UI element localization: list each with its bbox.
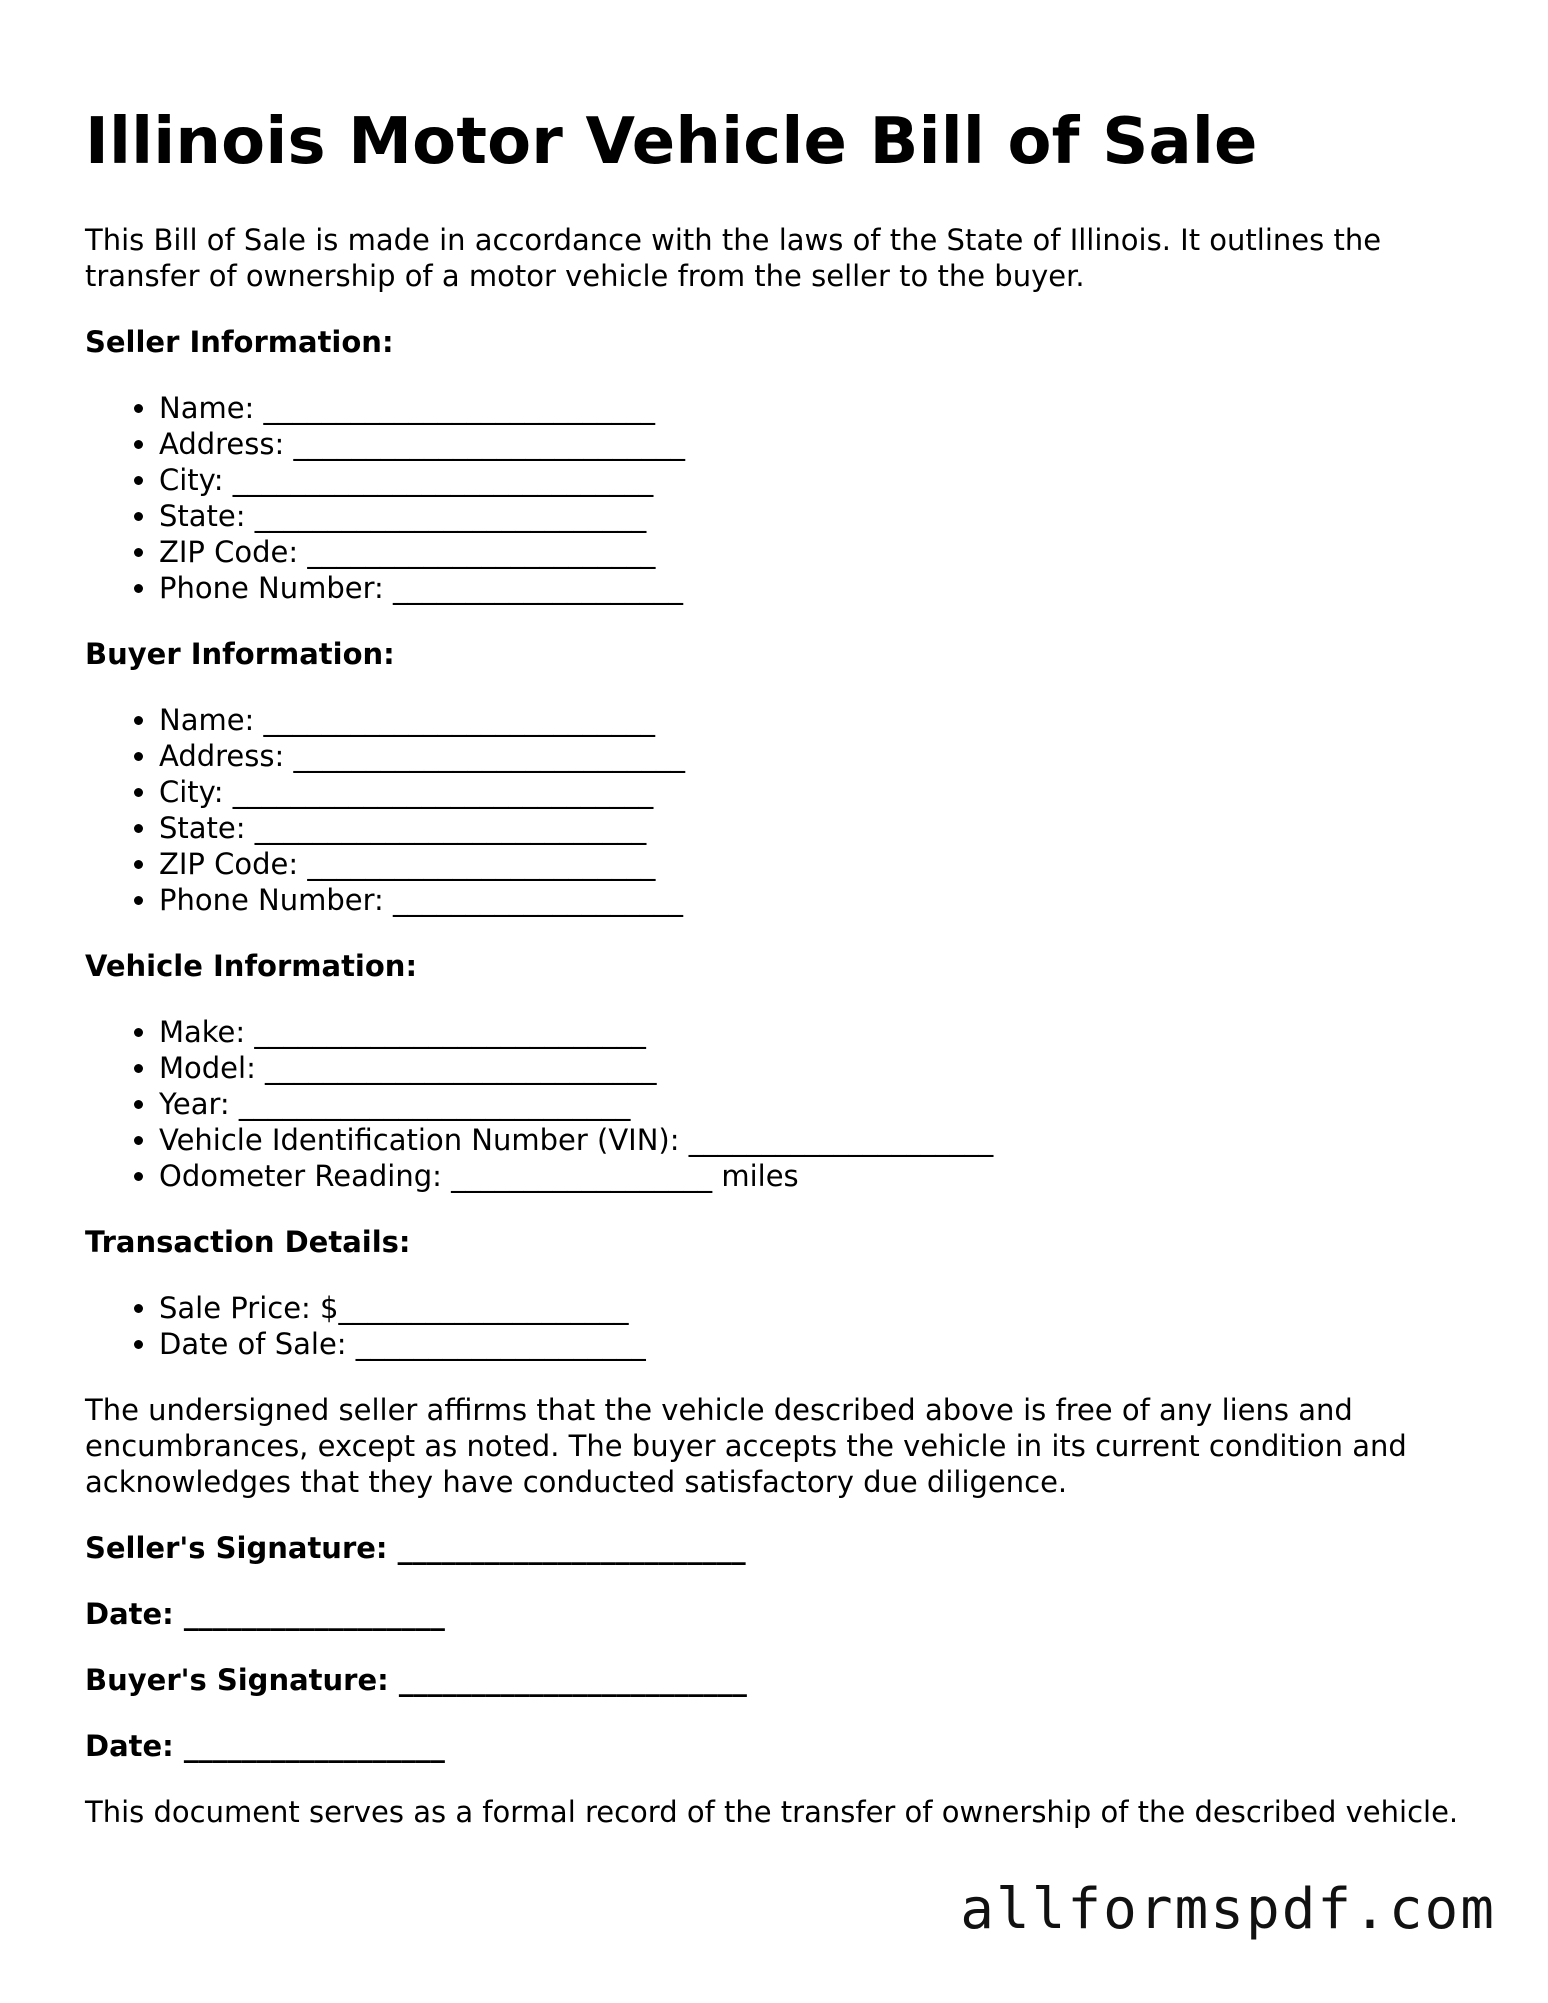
seller-zip-field[interactable]: • ZIP Code: ________________________ <box>159 534 1485 570</box>
seller-city-field[interactable]: • City: _____________________________ <box>159 462 1485 498</box>
vehicle-field-list <box>85 1014 1485 1194</box>
seller-address-field[interactable]: • Address: ___________________________ <box>159 426 1485 462</box>
buyer-field-list <box>85 702 1485 918</box>
buyer-name-field[interactable]: • Name: ___________________________ <box>159 702 1485 738</box>
buyer-zip-field[interactable]: • ZIP Code: ________________________ <box>159 846 1485 882</box>
affirmation-paragraph: The undersigned seller affirms that the vehicle described above is free of any liens and encumbrances, except as noted. The buyer accepts the vehicle in its current condition and acknowledges that they have conducted satisfactory due diligence. <box>85 1393 1407 1499</box>
sale-price-field[interactable]: • Sale Price: $____________________ <box>159 1290 1485 1326</box>
seller-date-field[interactable]: Date: __________________ <box>85 1597 445 1631</box>
seller-field-list <box>85 390 1485 606</box>
transaction-section-heading: Transaction Details: <box>85 1225 411 1259</box>
buyer-state-field[interactable]: • State: ___________________________ <box>159 810 1485 846</box>
vehicle-model-field[interactable]: • Model: ___________________________ <box>159 1050 1485 1086</box>
document-page <box>85 100 1485 1860</box>
buyer-phone-field[interactable]: • Phone Number: ____________________ <box>159 882 1485 918</box>
seller-section-heading: Seller Information: <box>85 325 394 359</box>
buyer-city-field[interactable]: • City: _____________________________ <box>159 774 1485 810</box>
closing-paragraph: This document serves as a formal record of the transfer of ownership of the described vehicle. <box>85 1795 1459 1829</box>
vehicle-vin-field[interactable]: • Vehicle Identification Number (VIN): _____________________ <box>159 1122 1485 1158</box>
intro-paragraph: This Bill of Sale is made in accordance with the laws of the State of Illinois. It outlines the transfer of ownership of a motor vehicle from the seller to the buyer. <box>85 223 1382 293</box>
watermark-text: allformspdf.com <box>960 1877 1496 1942</box>
seller-phone-field[interactable]: • Phone Number: ____________________ <box>159 570 1485 606</box>
buyer-section-heading: Buyer Information: <box>85 637 395 671</box>
sale-date-field[interactable]: • Date of Sale: ____________________ <box>159 1326 1485 1362</box>
buyer-date-field[interactable]: Date: __________________ <box>85 1729 445 1763</box>
buyer-address-field[interactable]: • Address: ___________________________ <box>159 738 1485 774</box>
document-title: Illinois Motor Vehicle Bill of Sale <box>85 105 1258 179</box>
vehicle-section-heading: Vehicle Information: <box>85 949 418 983</box>
vehicle-odometer-field[interactable]: • Odometer Reading: __________________ miles <box>159 1158 1485 1194</box>
seller-name-field[interactable]: • Name: ___________________________ <box>159 390 1485 426</box>
transaction-field-list <box>85 1290 1485 1362</box>
vehicle-year-field[interactable]: • Year: ___________________________ <box>159 1086 1485 1122</box>
seller-state-field[interactable]: • State: ___________________________ <box>159 498 1485 534</box>
vehicle-make-field[interactable]: • Make: ___________________________ <box>159 1014 1485 1050</box>
buyer-signature-field[interactable]: Buyer's Signature: ________________________ <box>85 1663 747 1697</box>
seller-signature-field[interactable]: Seller's Signature: ________________________ <box>85 1531 746 1565</box>
